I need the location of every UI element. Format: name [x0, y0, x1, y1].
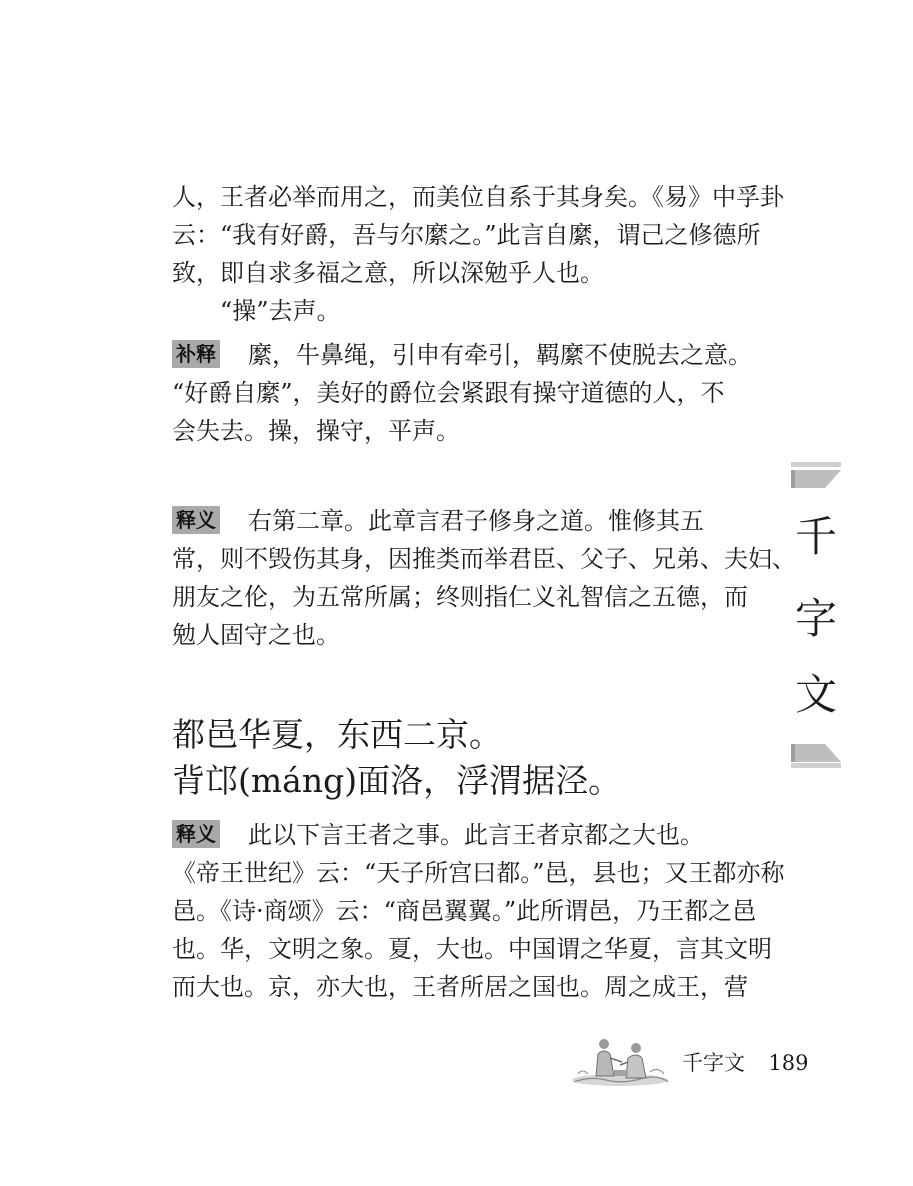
explanation-label: 释义 [172, 506, 220, 534]
text-line: 云：“我有好爵，吾与尔縻之。”此言自縻，谓己之修德所 [172, 221, 761, 249]
verse-line: 都邑华夏，东西二京。 [172, 715, 502, 754]
text-line: 邑。《诗·商颂》云：“商邑翼翼。”此所谓邑，乃王都之邑 [172, 897, 757, 925]
supplementary-section [172, 336, 750, 450]
footer-label [682, 1050, 808, 1076]
classic-verse [172, 712, 750, 804]
side-title-char: 文 [794, 670, 837, 719]
text-line: 縻，牛鼻绳，引申有牵引，羁縻不使脱去之意。 [248, 341, 752, 369]
side-title-char: 千 [794, 512, 837, 561]
explanation-section [172, 502, 796, 654]
text-line: 会失去。操，操守，平声。 [172, 417, 460, 445]
text-line: “好爵自縻”，美好的爵位会紧跟有操守道德的人，不 [172, 379, 725, 407]
page-number: 189 [768, 1051, 809, 1075]
text-line: 致，即自求多福之意，所以深勉乎人也。 [172, 259, 604, 287]
text-line: 《帝王世纪》云：“天子所宫曰都。”邑，县也；又王都亦称 [172, 859, 785, 887]
side-chapter-tab [791, 462, 841, 768]
footer-book-title: 千字文 [682, 1051, 745, 1075]
text-line: 常，则不毁伤其身，因推类而举君臣、父子、兄弟、夫妇、 [172, 545, 796, 573]
scholars-illustration-icon [570, 1032, 670, 1088]
page-footer [570, 1032, 810, 1088]
text-line: 人，王者必举而用之，而美位自系于其身矣。《易》中孚卦 [172, 183, 784, 211]
text-line: 右第二章。此章言君子修身之道。惟修其五 [248, 507, 704, 535]
text-line: 此以下言王者之事。此言王者京都之大也。 [248, 821, 704, 849]
explanation-label: 释义 [172, 820, 220, 848]
text-line: 而大也。京，亦大也，王者所居之国也。周之成王，营 [172, 973, 748, 1001]
paragraph-commentary [172, 178, 784, 330]
pronunciation-note: “操”去声。 [220, 297, 341, 325]
text-line: 勉人固守之也。 [172, 621, 340, 649]
supplementary-label: 补释 [172, 340, 220, 368]
side-title-char: 字 [794, 594, 837, 643]
explanation-section [172, 816, 785, 1006]
text-line: 朋友之伦，为五常所属；终则指仁义礼智信之五德，而 [172, 583, 748, 611]
verse-line: 背邙(máng)面洛，浮渭据泾。 [172, 761, 622, 800]
text-line: 也。华，文明之象。夏，大也。中国谓之华夏，言其文明 [172, 935, 772, 963]
